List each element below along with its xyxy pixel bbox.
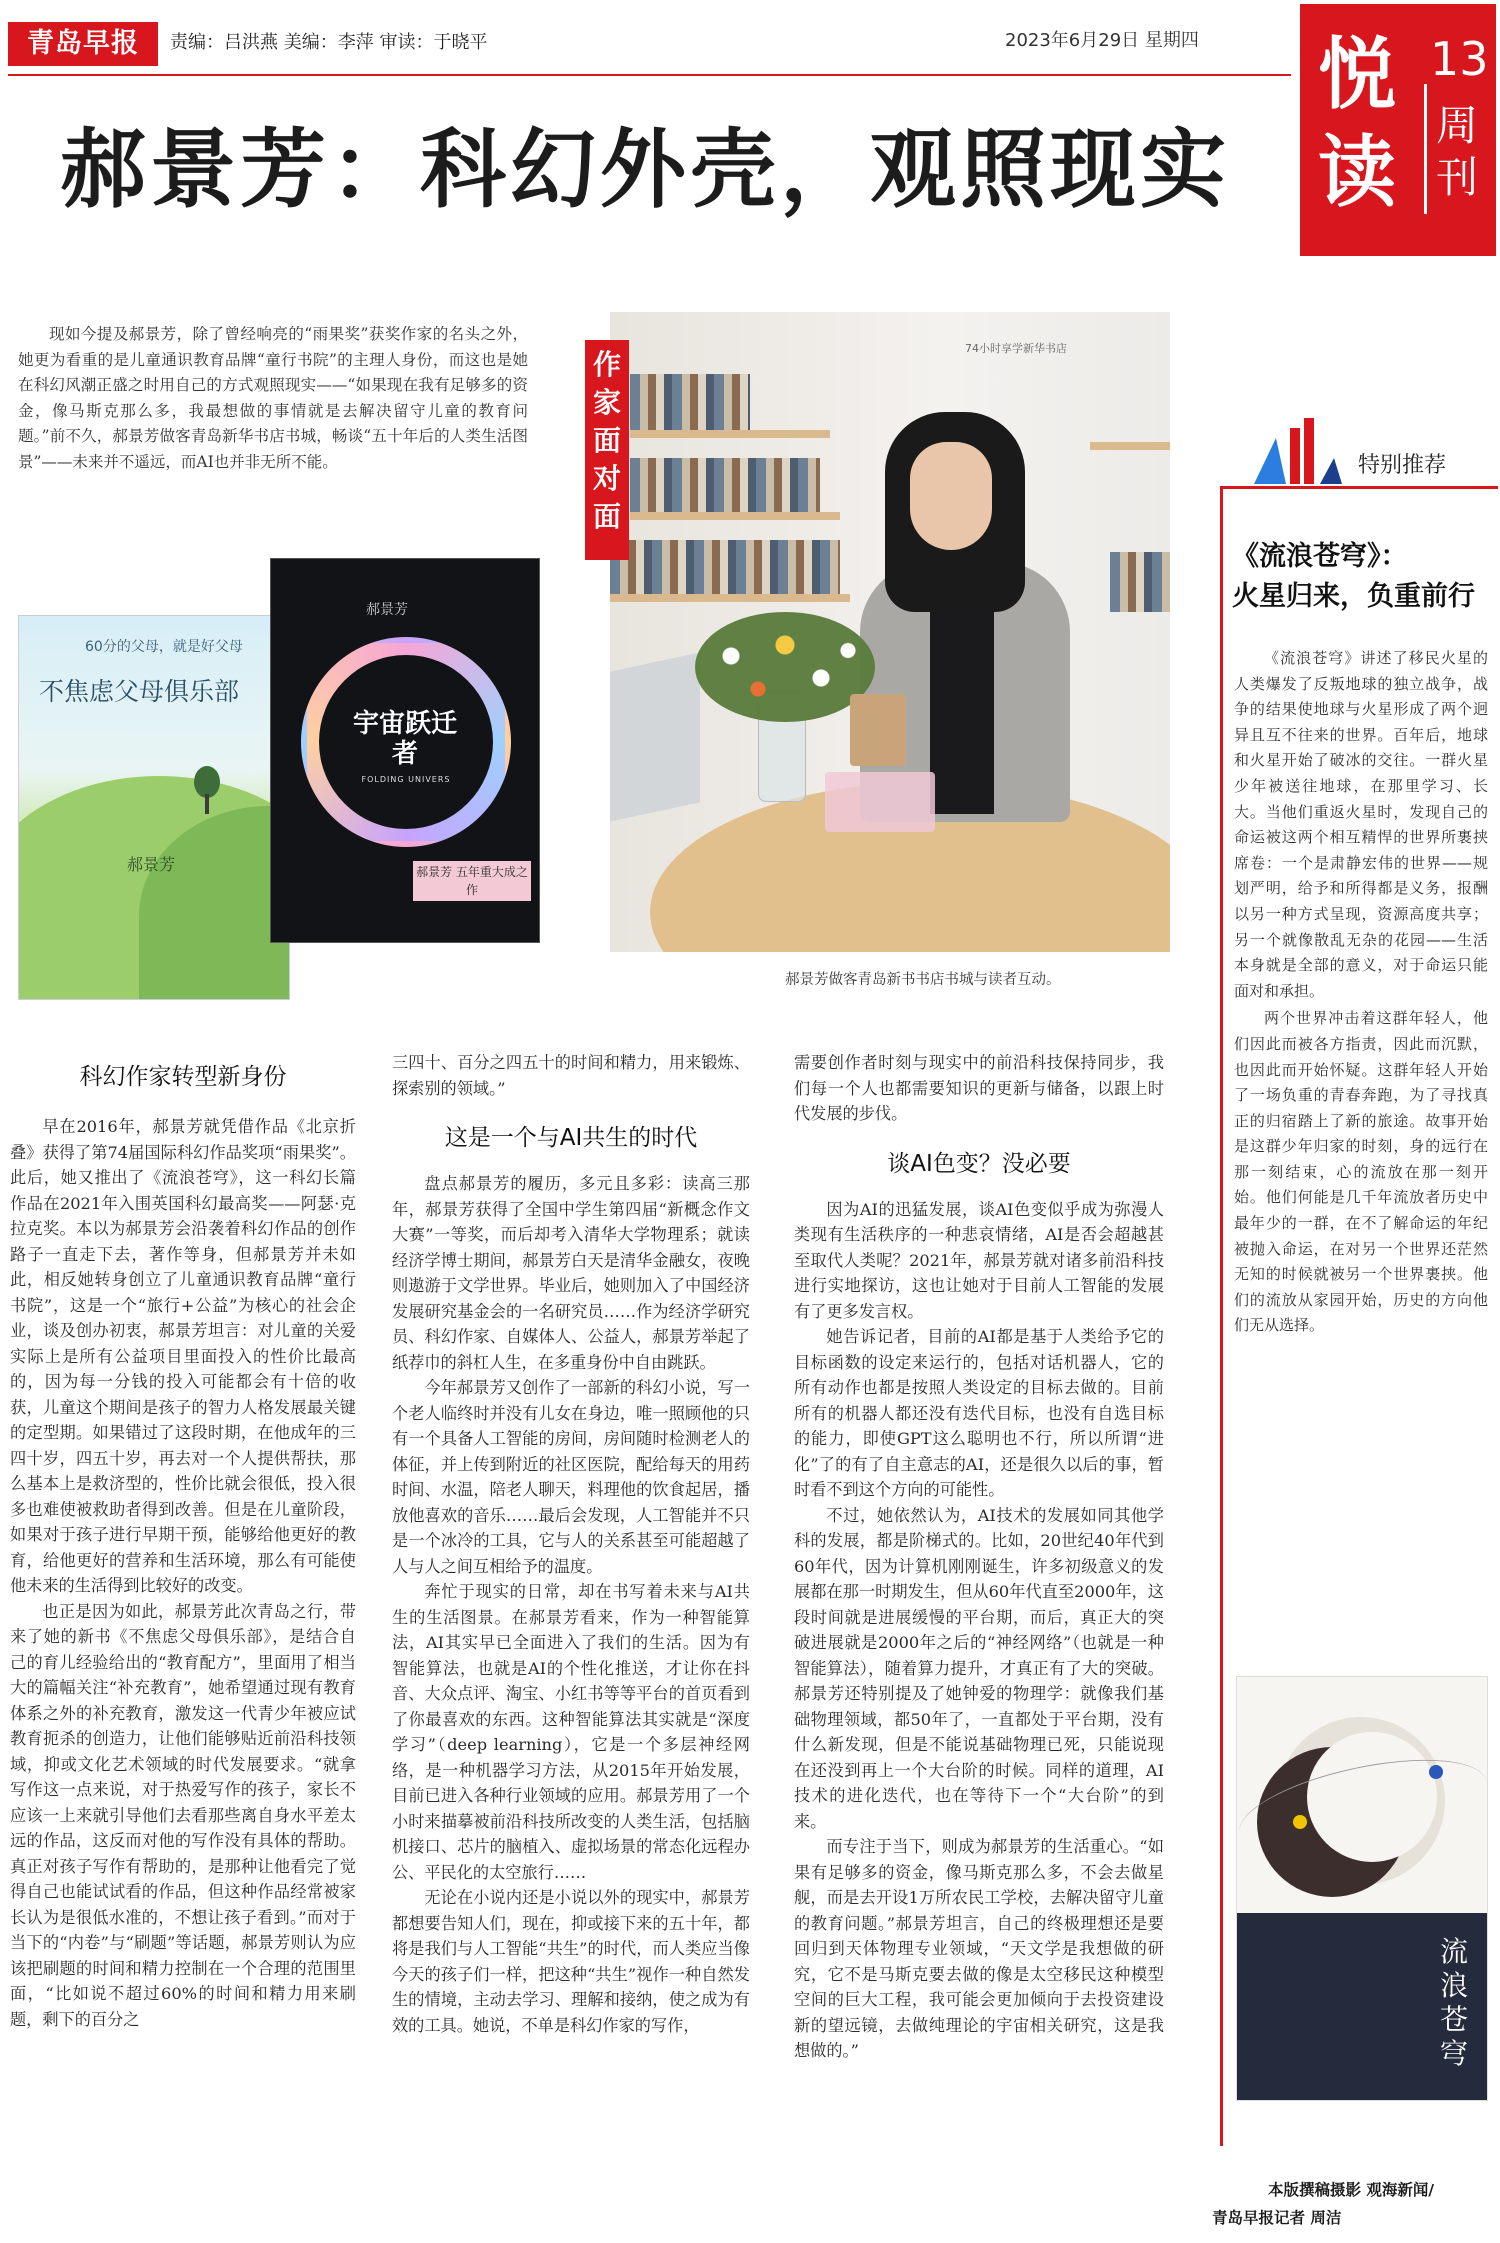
article-column-1 <box>10 1052 356 2032</box>
book-title: 宇宙跃迁者 <box>352 709 457 769</box>
body-paragraph: 她告诉记者，目前的AI都是基于人类给予它的目标函数的设定来运行的，包括对话机器人，它的所有动作也都是按照人类设定的目标去做的。目前所有的机器人都还没有迭代目标，也没有自选目标的能力，即使GPT这么聪明也不行，所以所谓“进化”了的有了自主意志的AI，还是很久以后的事，暂时看不到这个方向的可能性。 <box>794 1327 1164 1499</box>
photo-caption: 郝景芳做客青岛新书书店书城与读者互动。 <box>785 972 1061 988</box>
tree-trunk <box>205 794 209 814</box>
recommendation-paragraph: 《流浪苍穹》讲述了移民火星的人类爆发了反叛地球的独立战争，战争的结果使地球与火星形成了两个迥异且互不往来的世界。百年后，地球和火星开始了破冰的交往。一群火星少年被送往地球，在那里学习、长大。当他们重返火星时，发现自己的命运被这两个相互精悍的世界所裹挟席卷：一个是肃静宏伟的世界——规划严明，给予和所得都是义务，报酬以另一种方式呈现，资源高度共享；另一个就像散乱无杂的花园——生活本身就是全部的意义，对于命运只能面对和承担。 <box>1234 649 1488 1000</box>
recommendation-title: 《流浪苍穹》： <box>1232 541 1408 572</box>
section-banner <box>1300 4 1496 256</box>
body-paragraph-continued: 三四十、百分之四五十的时间和精力，用来锻炼、探索别的领域。” <box>392 1053 750 1098</box>
flower-bouquet <box>695 612 875 722</box>
newspaper-logo: 青岛早报 <box>8 22 158 66</box>
book-author: 郝景芳 <box>127 855 176 874</box>
header-rule <box>8 74 1291 76</box>
book-tagline: 60分的父母，就是好父母 <box>85 639 243 655</box>
store-sign: 74小时享学新华书店 <box>965 342 1067 355</box>
shelf-books <box>630 458 820 512</box>
body-paragraph: 而专注于当下，则成为郝景芳的生活重心。“如果有足够多的资金，像马斯克那么多，不会去做星舰，而是去开设1万所农民工学校，去解决留守儿童的教育问题。”郝景芳坦言，自己的终极理想还是要回归到天体物理专业领域，“天文学是我想做的研究，它不是马斯克要去做的像是太空移民这种模型空间的巨大工程，我可能会更加倾向于去投资建设新的望远镜，去做纯理论的宇宙相关研究，这是我想做的。” <box>794 1837 1164 2060</box>
person-face <box>910 442 992 550</box>
article-headline: 郝景芳：科幻外壳，观照现实 <box>60 120 1230 220</box>
section-divider <box>1424 84 1427 214</box>
book-subtitle: FOLDING UNIVERS <box>361 775 451 784</box>
bookshelf <box>610 594 850 602</box>
book-author: 郝景芳 <box>366 602 408 618</box>
article-intro: 现如今提及郝景芳，除了曾经响亮的“雨果奖”获奖作家的名头之外，她更为看重的是儿童通识教育品牌“童行书院”的主理人身份，而这也是她在科幻风潮正盛之时用自己的方式观照现实——“如果现在我有足够多的资金，像马斯克那么多，我最想做的事情就是去解决留守儿童的教育问题。”前不久，郝景芳做客青岛新华书店书城，畅谈“五十年后的人类生活图景”——未来并不遥远，而AI也并非无所不能。 <box>18 325 528 471</box>
recommendation-body <box>1234 646 1488 1339</box>
body-paragraph: 也正是因为如此，郝景芳此次青岛之行，带来了她的新书《不焦虑父母俱乐部》，是结合自己的育儿经验给出的“教育配方”，里面用了相当大的篇幅关注“补充教育”，她希望通过现有教育体系之外的补充教育，激发这一代青少年被应试教育扼杀的创造力，让他们能够贴近前沿科技领域，抑或文化艺术领域的时代发展要求。“就拿写作这一点来说，对于热爱写作的孩子，家长不应该一上来就引导他们去看那些离自身水平差太远的作品，这反而对他的写作没有具体的帮助。真正对孩子写作有帮助的，是那种让他看完了觉得自己也能试试看的作品，但这种作品经常被家长认为是很低水准的，不想让孩子看到。”而对于当下的“内卷”与“刷题”等话题，郝景芳则认为应该把刷题的时间和精力控制在一个合理的范围里面，“比如说不超过60%的时间和精力用来刷题，剩下的百分之 <box>10 1601 356 2029</box>
body-paragraph: 奔忙于现实的日常，却在书写着未来与AI共生的生活图景。在郝景芳看来，作为一种智能算法，AI其实早已全面进入了我们的生活。因为有智能算法，也就是AI的个性化推送，才让你在抖音、大众点评、淘宝、小红书等等平台的首页看到了你最喜欢的东西。这种智能算法其实就是“深度学习”（deep learning），它是一个多层神经网络，是一种机器学习方法，从2015年开始发展，目前已进入各种行业领域的应用。郝景芳用了一个小时来描摹被前沿科技所改变的人类生活，包括脑机接口、芯片的脑植入、虚拟场景的常态化远程办公、平民化的太空旅行…… <box>392 1582 750 1882</box>
section-heading: 谈AI色变？没必要 <box>887 1150 1071 1177</box>
section-subtitle: 周刊 <box>1436 101 1479 202</box>
yellow-planet-dot <box>1293 1815 1307 1829</box>
issue-date: 2023年6月29日 星期四 <box>1005 30 1199 51</box>
recommendation-subtitle: 火星归来，负重前行 <box>1232 581 1475 612</box>
body-paragraph: 因为AI的迅猛发展，谈AI色变似乎成为弥漫人类现有生活秩序的一种悲哀情绪，AI是否会超越甚至取代人类呢？2021年，郝景芳就对诸多前沿科技进行实地探访，这也让她对于目前人工智能的发展有了更多发言权。 <box>794 1199 1164 1321</box>
shelf-books <box>630 374 750 430</box>
blue-planet-dot <box>1429 1765 1443 1779</box>
author-photo <box>610 312 1170 952</box>
body-paragraph-continued: 需要创作者时刻与现实中的前沿科技保持同步，我们每一个人也都需要知识的更新与储备，以跟上时代发展的步伐。 <box>794 1053 1164 1123</box>
recommendation-paragraph: 两个世界冲击着这群年轻人，他们因此而被各方指责，因此而沉默，也因此而开始怀疑。这群年轻人开始了一场负重的青春奔跑，为了寻找真正的归宿踏上了新的旅途。故事开始是这群少年归家的时刻，身的远行在那一刻结束，心的流放在那一刻开始。他们何能是几千年流放者历史中最年少的一群，在不了解命运的年纪被抛入命运，在对另一个世界还茫然无知的时候就被另一个世界裹挟。他们的流放从家园开始，历史的方向他们无从选择。 <box>1234 1009 1488 1335</box>
shelf-books <box>610 540 840 594</box>
book-band: 郝景芳 五年重大成之作 <box>413 861 531 901</box>
page-number: 13 <box>1430 32 1489 86</box>
coffee-cup <box>850 694 906 766</box>
shelf-books <box>1110 552 1170 612</box>
laptop <box>610 652 700 821</box>
article-column-2 <box>392 1050 750 2038</box>
column-tag: 作家面对面 <box>585 340 629 560</box>
book-title: 不焦虑父母俱乐部 <box>39 677 240 706</box>
bookshelf <box>1090 442 1170 450</box>
book-cover-universe-traveler <box>270 558 540 943</box>
bookshelf <box>630 512 840 520</box>
bookshelf <box>630 430 830 438</box>
sidebar-label: 特别推荐 <box>1358 453 1447 478</box>
page-credit: 本版撰稿摄影 观海新闻/ <box>1268 2181 1435 2199</box>
book-title: 流浪苍穹 <box>1439 1935 1468 2070</box>
section-name: 悦读 <box>1318 30 1397 218</box>
body-paragraph: 盘点郝景芳的履历，多元且多彩：读高三那年，郝景芳获得了全国中学生第四届“新概念作文大赛”一等奖，而后却考入清华大学物理系；就读经济学博士期间，郝景芳白天是清华金融女，夜晚则遨游于文学世界。毕业后，她则加入了中国经济发展研究基金会的一名研究员……作为经济学研究员、科幻作家、自媒体人、公益人，郝景芳举起了纸荐巾的斜杠人生，在多重身份中自由跳跃。 <box>392 1174 750 1372</box>
body-paragraph: 不过，她依然认为，AI技术的发展如同其他学科的发展，都是阶梯式的。比如，20世纪40年代到60年代，因为计算机刚刚诞生，许多初级意义的发展都在那一时期发生，但从60年代直至2000年，这段时间就是进展缓慢的平台期，而后，真正大的突破进展就是2000年之后的“神经网络”（也就是一种智能算法），随着算力提升，才真正有了大的突破。郝景芳还特别提及了她钟爱的物理学：就像我们基础物理领域，都50年了，一直都处于平台期，没有什么新发现，但是不能说基础物理已死，只能说现在还没到再上一个大台阶的时候。同样的道理，AI技术的进化迭代，也在等待下一个“大台阶”的到来。 <box>794 1505 1164 1831</box>
body-paragraph: 早在2016年，郝景芳就凭借作品《北京折叠》获得了第74届国际科幻作品奖项“雨果奖”。此后，她又推出了《流浪苍穹》，这一科幻长篇作品在2021年入围英国科幻最高奖——阿瑟·克拉克奖。本以为郝景芳会沿袭着科幻作品的创作路子一直走下去，著作等身，但郝景芳并未如此，相反她转身创立了儿童通识教育品牌“童行书院”，这是一个“旅行+公益”为核心的社会企业，谈及创办初衷，郝景芳坦言：对儿童的关爱实际上是所有公益项目里面投入的性价比最高的，因为每一分钱的投入可能都会有十倍的收获，儿童这个期间是孩子的智力人格发展最关键的定型期。如果错过了这段时期，在他成年的三四十岁，四五十岁，再去对一个人提供帮扶，那么基本上是救济型的，性价比就会很低，投入很多也难使被救助者得到改善。但是在儿童阶段，如果对于孩子进行早期干预，能够给他更好的教育，给他更好的营养和生活环境，那么有可能使他未来的生活得到比较好的改变。 <box>10 1117 356 1595</box>
recommendation-icon <box>1246 418 1342 484</box>
section-heading: 科幻作家转型新身份 <box>79 1064 287 1090</box>
section-heading: 这是一个与AI共生的时代 <box>444 1125 698 1151</box>
body-paragraph: 无论在小说内还是小说以外的现实中，郝景芳都想要告知人们，现在，抑或接下来的五十年，都将是我们与人工智能“共生”的时代，而人类应当像今天的孩子们一样，把这种“共生”视作一种自然发生的情境，主动去学习、理解和接纳，使之成为有效的工具。她说，不单是科幻作家的写作， <box>392 1888 750 2035</box>
body-paragraph: 今年郝景芳又创作了一部新的科幻小说，写一个老人临终时并没有儿女在身边，唯一照顾他的只有一个具备人工智能的房间，房间随时检测老人的体征，并上传到附近的社区医院，配给每天的用药时间、水温，陪老人聊天，料理他的饮食起居，播放他喜欢的音乐……最后会发现，人工智能并不只是一个冰冷的工具，它与人的关系甚至可能超越了人与人之间互相给予的温度。 <box>392 1378 750 1576</box>
page-credit: 青岛早报记者 周洁 <box>1212 2209 1342 2227</box>
book-cover-parents-club <box>18 615 290 1000</box>
editor-credits: 责编：吕洪燕 美编：李萍 审读：于晓平 <box>170 32 488 53</box>
article-column-3 <box>794 1050 1164 2064</box>
book-cover-wandering-sky <box>1236 1676 1488 2101</box>
acrylic-plaque <box>825 772 935 832</box>
